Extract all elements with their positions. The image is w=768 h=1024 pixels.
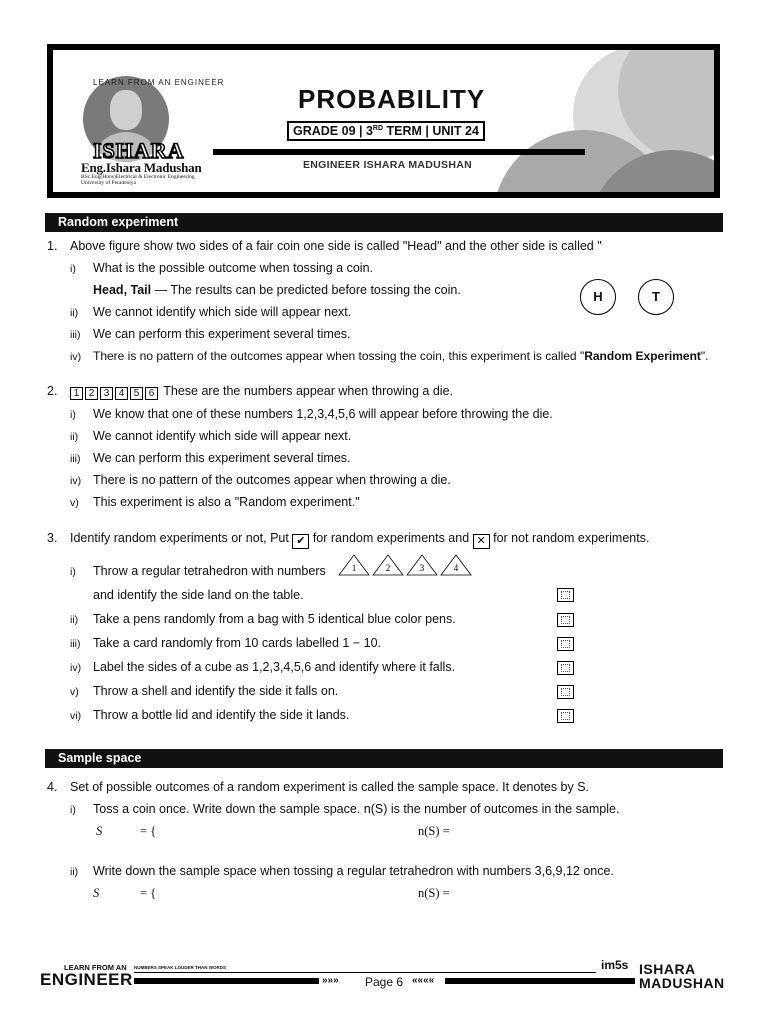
q2-v-text: This experiment is also a "Random experiment."	[93, 495, 360, 509]
footer-tagline: NUMBERS SPEAK LOUDER THAN WORDS	[134, 965, 227, 970]
q2-text: 1 2 3 4 5 6 These are the numbers appear when throwing a die.	[70, 384, 453, 400]
footer-brand-small: LEARN FROM AN	[64, 963, 127, 972]
logo-arc-text: LEARN FROM AN ENGINEER	[93, 78, 225, 87]
q4-i-text: Toss a coin once. Write down the sample space. n(S) is the number of outcomes in the sample.	[93, 802, 620, 816]
q3-v-roman: v)	[70, 686, 79, 698]
q1-i-text: What is the possible outcome when tossing a coin.	[93, 261, 374, 275]
q1-iv-roman: iv)	[70, 351, 82, 363]
q1-number: 1.	[47, 239, 58, 253]
q3-i-cont-text: and identify the side land on the table.	[93, 588, 304, 602]
q4-i-roman: i)	[70, 804, 76, 816]
footer-arrows-left: »»»	[322, 975, 339, 986]
author-name: ENGINEER ISHARA MADUSHAN	[303, 159, 472, 171]
answer-checkbox-4[interactable]	[557, 661, 574, 675]
q2-ii-roman: ii)	[70, 431, 79, 443]
footer-arrows-right: ««««	[412, 975, 435, 986]
q1-answer-line: Head, Tail — The results can be predicted before tossing the coin.	[93, 283, 461, 297]
q4-ii-text: Write down the sample space when tossing a regular tetrahedron with numbers 3,6,9,12 once.	[93, 864, 614, 878]
die-face-5: 5	[130, 387, 143, 400]
die-face-1: 1	[70, 387, 83, 400]
tetra-label-1: 1	[351, 563, 357, 573]
q3-i-roman: i)	[70, 566, 76, 578]
q4-i-s-eq: = {	[140, 824, 157, 838]
q3-i-text: Throw a regular tetrahedron with numbers	[93, 564, 326, 578]
q4-ii-s-label: S	[93, 886, 100, 900]
footer-bar-left	[134, 978, 319, 984]
header-banner	[47, 44, 720, 198]
q2-iv-roman: iv)	[70, 475, 82, 487]
q4-number: 4.	[47, 780, 58, 794]
tetra-label-4: 4	[453, 563, 459, 573]
logo-name: Eng.Ishara Madushan	[81, 160, 202, 175]
q3-v-text: Throw a shell and identify the side it falls on.	[93, 684, 339, 698]
title-underline	[213, 149, 585, 155]
q3-number: 3.	[47, 531, 58, 545]
q3-ii-text: Take a pens randomly from a bag with 5 identical blue color pens.	[93, 612, 456, 626]
coin-tail-icon: T	[638, 279, 674, 315]
logo-word: ISHARA	[93, 138, 185, 163]
q1-iv-text: There is no pattern of the outcomes appear when tossing the coin, this experiment is called "Random Experiment".	[93, 349, 709, 363]
q2-iv-text: There is no pattern of the outcomes appear when throwing a die.	[93, 473, 451, 487]
q2-i-roman: i)	[70, 409, 76, 421]
q2-iii-text: We can perform this experiment several times.	[93, 451, 351, 465]
q2-v-roman: v)	[70, 497, 79, 509]
q3-iii-roman: iii)	[70, 638, 81, 650]
grade-label: GRADE 09 | 3RD TERM | UNIT 24	[287, 121, 485, 141]
die-face-6: 6	[145, 387, 158, 400]
logo-degree: BSc.Eng(Hons)Electrical & Electronic Engineering University of Peradeniya	[81, 174, 195, 186]
tetra-label-3: 3	[419, 563, 425, 573]
q1-iii-roman: iii)	[70, 329, 81, 341]
q4-ii-roman: ii)	[70, 866, 79, 878]
tetra-label-2: 2	[385, 563, 391, 573]
footer-brand-big: ENGINEER	[40, 970, 133, 989]
answer-checkbox-6[interactable]	[557, 709, 574, 723]
section-header-sample: Sample space	[45, 749, 723, 768]
q4-ii-s-eq: = {	[140, 886, 157, 900]
q1-ii-roman: ii)	[70, 307, 79, 319]
die-face-4: 4	[115, 387, 128, 400]
q4-i-s-label: S	[96, 824, 103, 838]
die-face-2: 2	[85, 387, 98, 400]
q4-text: Set of possible outcomes of a random experiment is called the sample space. It denotes by S.	[70, 780, 590, 794]
q2-number: 2.	[47, 384, 58, 398]
section-header-random: Random experiment	[45, 213, 723, 232]
q3-vi-roman: vi)	[70, 710, 82, 722]
q3-vi-text: Throw a bottle lid and identify the side it lands.	[93, 708, 350, 722]
cross-icon: ✕	[473, 534, 490, 549]
q1-i-roman: i)	[70, 263, 76, 275]
tick-icon: ✔	[292, 534, 309, 549]
q4-ii-ns-label: n(S) =	[418, 886, 450, 900]
coin-head-icon: H	[580, 279, 616, 315]
q3-ii-roman: ii)	[70, 614, 79, 626]
decorative-circles	[473, 50, 720, 198]
page-title: PROBABILITY	[298, 84, 486, 114]
footer-rule	[134, 972, 596, 973]
q3-iv-text: Label the sides of a cube as 1,2,3,4,5,6 and identify where it falls.	[93, 660, 456, 674]
answer-checkbox-2[interactable]	[557, 613, 574, 627]
page-number: Page 6	[365, 975, 404, 989]
die-face-3: 3	[100, 387, 113, 400]
q3-iv-roman: iv)	[70, 662, 82, 674]
answer-checkbox-5[interactable]	[557, 685, 574, 699]
tetrahedron-faces	[338, 554, 474, 576]
q3-iii-text: Take a card randomly from 10 cards labelled 1 − 10.	[93, 636, 382, 650]
footer-author-logo: ISHARA MADUSHAN	[639, 961, 725, 991]
q2-ii-text: We cannot identify which side will appear next.	[93, 429, 352, 443]
q1-iii-text: We can perform this experiment several times.	[93, 327, 351, 341]
q2-iii-roman: iii)	[70, 453, 81, 465]
q2-i-text: We know that one of these numbers 1,2,3,4,5,6 will appear before throwing the die.	[93, 407, 553, 421]
q4-i-ns-label: n(S) =	[418, 824, 450, 838]
footer-bar-right	[445, 978, 635, 984]
imos-logo: im5s	[601, 958, 629, 972]
q1-text: Above figure show two sides of a fair coin one side is called "Head" and the other side is called "	[70, 239, 602, 253]
answer-checkbox-3[interactable]	[557, 637, 574, 651]
q3-text: Identify random experiments or not, Put ✔ for random experiments and ✕ for not random experiments.	[70, 531, 650, 547]
answer-checkbox-1[interactable]	[557, 588, 574, 602]
q1-ii-text: We cannot identify which side will appear next.	[93, 305, 352, 319]
